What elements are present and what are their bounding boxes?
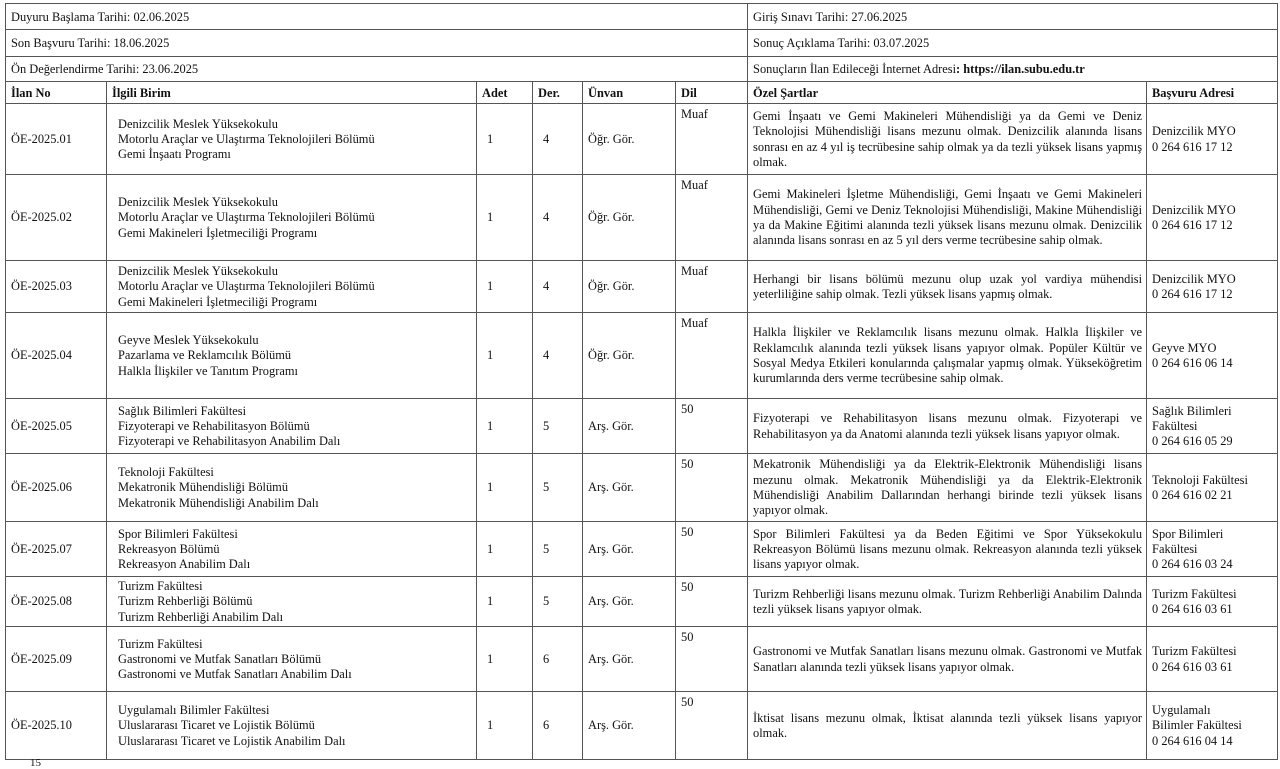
adres-line: Fakültesi [1152,541,1198,556]
der-cell: 6 [533,692,583,760]
ilan-no-cell: ÖE-2025.07 [6,522,107,577]
birim-line: Pazarlama ve Reklamcılık Bölümü [118,348,292,363]
adres-line: Turizm Fakültesi [1152,586,1237,601]
entrance-exam-date: Giriş Sınavı Tarihi: 27.06.2025 [748,4,1278,30]
col-header-der: Der. [533,82,583,104]
adres-cell [1147,175,1278,261]
birim-line: Gastronomi ve Mutfak Sanatları Bölümü [118,651,322,666]
birim-line: Geyve Meslek Yüksekokulu [118,333,259,348]
der-cell: 6 [533,627,583,692]
table-row [6,692,1278,760]
unvan-cell: Arş. Gör. [583,399,676,454]
pre-evaluation-date: Ön Değerlendirme Tarihi: 23.06.2025 [6,57,748,82]
dil-cell: 50 [676,522,748,577]
unvan-cell: Öğr. Gör. [583,261,676,313]
adet-cell: 1 [477,399,533,454]
unvan-cell: Arş. Gör. [583,627,676,692]
adet-cell: 1 [477,104,533,175]
adres-line: 0 264 616 05 29 [1152,434,1233,449]
announcement-start-date: Duyuru Başlama Tarihi: 02.06.2025 [6,4,748,30]
birim-cell [107,261,477,313]
birim-line: Sağlık Bilimleri Fakültesi [118,403,247,418]
table-row [6,313,1278,399]
col-header-ilan-no: İlan No [6,82,107,104]
adet-cell: 1 [477,522,533,577]
adet-cell: 1 [477,261,533,313]
birim-line: Turizm Rehberliği Bölümü [118,594,253,609]
birim-cell [107,692,477,760]
dil-cell: Muaf [676,104,748,175]
table-row [6,104,1278,175]
der-cell: 4 [533,175,583,261]
adres-cell [1147,313,1278,399]
results-website-label: Sonuçların İlan Edileceği İnternet Adresi [753,62,957,76]
adres-line: Fakültesi [1152,418,1198,433]
der-cell: 5 [533,577,583,627]
adres-line: Bilimler Fakültesi [1152,718,1242,733]
ilan-no-cell: ÖE-2025.06 [6,454,107,522]
application-deadline: Son Başvuru Tarihi: 18.06.2025 [6,30,748,57]
birim-line: Motorlu Araçlar ve Ulaştırma Teknolojileri Bölümü [118,210,375,225]
adres-line: 0 264 616 04 14 [1152,733,1233,748]
adres-line: Denizcilik MYO [1152,124,1236,139]
result-announcement-date: Sonuç Açıklama Tarihi: 03.07.2025 [748,30,1278,57]
dil-cell: 50 [676,692,748,760]
birim-line: Uygulamalı Bilimler Fakültesi [118,703,270,718]
adres-line: Spor Bilimleri [1152,526,1224,541]
birim-cell [107,522,477,577]
ilan-no-cell: ÖE-2025.03 [6,261,107,313]
birim-line: Turizm Fakültesi [118,579,203,594]
dil-cell: Muaf [676,261,748,313]
table-row [6,261,1278,313]
column-headers [6,82,1278,104]
col-header-adres: Başvuru Adresi [1147,82,1278,104]
results-website-url: : https://ilan.subu.edu.tr [956,62,1085,76]
dil-cell: 50 [676,399,748,454]
birim-line: Rekreasyon Anabilim Dalı [118,557,251,572]
dil-cell: 50 [676,577,748,627]
ilan-no-cell: ÖE-2025.05 [6,399,107,454]
sartlar-cell: Gemi Makineleri İşletme Mühendisliği, Gemi İnşaatı ve Gemi Makineleri Mühendisliği, Gemi ve Deniz Teknolojisi Mühendisliği, Makine Mühendisliği ya da Makine Eğitimi alanında tezli yüksek lisans mezunu olmak. Denizcilik alanında lisans sonrası en az 5 yıl ders verme tecrübesine sahip olmak. [748,175,1147,261]
sartlar-cell: Spor Bilimleri Fakültesi ya da Beden Eğitimi ve Spor Yüksekokulu Rekreasyon Bölümü lisans mezunu olmak. Rekreasyon alanında tezli yüksek lisans yapıyor olmak. [748,522,1147,577]
birim-cell [107,627,477,692]
unvan-cell: Arş. Gör. [583,454,676,522]
unvan-cell: Öğr. Gör. [583,104,676,175]
birim-line: Gastronomi ve Mutfak Sanatları Anabilim Dalı [118,667,352,682]
birim-line: Gemi Makineleri İşletmeciliği Programı [118,225,318,240]
adres-line: Uygulamalı [1152,703,1211,718]
ilan-no-cell: ÖE-2025.09 [6,627,107,692]
unvan-cell: Arş. Gör. [583,522,676,577]
birim-line: Denizcilik Meslek Yüksekokulu [118,195,278,210]
sartlar-cell: Fizyoterapi ve Rehabilitasyon lisans mezunu olmak. Fizyoterapi ve Rehabilitasyon ya da Anatomi alanında tezli yüksek lisans yapıyor olmak. [748,399,1147,454]
birim-line: Denizcilik Meslek Yüksekokulu [118,116,278,131]
results-website [748,57,1278,82]
birim-line: Denizcilik Meslek Yüksekokulu [118,264,278,279]
ilan-no-cell: ÖE-2025.02 [6,175,107,261]
adres-line: 0 264 616 03 61 [1152,602,1233,616]
ilan-no-cell: ÖE-2025.01 [6,104,107,175]
sartlar-cell: Mekatronik Mühendisliği ya da Elektrik-Elektronik Mühendisliği lisans mezunu olmak. Mekatronik Mühendisliği ya da Elektrik-Elektronik Mühendisliği Anabilim Dallarından herhangi birinde tezli yüksek lisans yapıyor olmak. [748,454,1147,522]
adres-line: Denizcilik MYO [1152,202,1236,217]
birim-cell [107,577,477,627]
birim-cell [107,175,477,261]
sartlar-cell: Herhangi bir lisans bölümü mezunu olup uzak yol vardiya mühendisi yeterliliğine sahip olmak. Tezli yüksek lisans yapmış olmak. [748,261,1147,313]
col-header-birim: İlgili Birim [107,82,477,104]
adres-line: Denizcilik MYO [1152,271,1236,286]
adres-cell [1147,692,1278,760]
sartlar-cell: Gemi İnşaatı ve Gemi Makineleri Mühendisliği ya da Gemi ve Deniz Teknolojisi Mühendisliği lisans mezunu olmak. Denizcilik alanında lisans sonrası en az 4 yıl iş tecrübesine sahip olmak ya da tezli yüksek lisans yapmış olmak. [748,104,1147,175]
announcement-rows [6,104,1278,760]
birim-line: Mekatronik Mühendisliği Bölümü [118,480,289,495]
ilan-no-cell: ÖE-2025.04 [6,313,107,399]
birim-line: Motorlu Araçlar ve Ulaştırma Teknolojileri Bölümü [118,279,375,294]
birim-cell [107,104,477,175]
adres-line: 0 264 616 03 24 [1152,557,1233,572]
table-row [6,175,1278,261]
table-row [6,627,1278,692]
dil-cell: 50 [676,454,748,522]
dil-cell: Muaf [676,175,748,261]
ilan-no-cell: ÖE-2025.08 [6,577,107,627]
unvan-cell: Arş. Gör. [583,692,676,760]
birim-line: Teknoloji Fakültesi [118,465,214,480]
page-number: 15 [30,757,41,769]
birim-line: Mekatronik Mühendisliği Anabilim Dalı [118,495,319,510]
birim-line: Halkla İlişkiler ve Tanıtım Programı [118,363,298,378]
adres-line: 0 264 616 03 61 [1152,659,1233,674]
adet-cell: 1 [477,692,533,760]
birim-line: Fizyoterapi ve Rehabilitasyon Bölümü [118,418,310,433]
adet-cell: 1 [477,454,533,522]
birim-line: Gemi İnşaatı Programı [118,147,231,162]
sartlar-cell: Turizm Rehberliği lisans mezunu olmak. Turizm Rehberliği Anabilim Dalında tezli yüksek lisans yapıyor olmak. [748,577,1147,627]
adet-cell: 1 [477,627,533,692]
adres-cell [1147,627,1278,692]
birim-line: Motorlu Araçlar ve Ulaştırma Teknolojileri Bölümü [118,131,375,146]
der-cell: 4 [533,313,583,399]
adres-line: Turizm Fakültesi [1152,644,1237,659]
adres-line: Teknoloji Fakültesi [1152,472,1248,487]
birim-line: Turizm Fakültesi [118,636,203,651]
adet-cell: 1 [477,577,533,627]
table-row [6,577,1278,627]
adres-line: 0 264 616 17 12 [1152,287,1233,301]
adres-line: Sağlık Bilimleri [1152,403,1232,418]
col-header-unvan: Ünvan [583,82,676,104]
unvan-cell: Öğr. Gör. [583,175,676,261]
adres-cell [1147,104,1278,175]
adres-cell [1147,399,1278,454]
der-cell: 5 [533,399,583,454]
sartlar-cell: İktisat lisans mezunu olmak, İktisat alanında tezli yüksek lisans yapıyor olmak. [748,692,1147,760]
birim-cell [107,313,477,399]
der-cell: 4 [533,261,583,313]
table-row [6,399,1278,454]
birim-line: Rekreasyon Bölümü [118,541,220,556]
dil-cell: 50 [676,627,748,692]
unvan-cell: Öğr. Gör. [583,313,676,399]
der-cell: 5 [533,522,583,577]
adres-line: 0 264 616 17 12 [1152,139,1233,154]
birim-cell [107,454,477,522]
adres-line: Geyve MYO [1152,340,1217,355]
birim-line: Spor Bilimleri Fakültesi [118,526,238,541]
table-row [6,454,1278,522]
birim-line: Gemi Makineleri İşletmeciliği Programı [118,294,318,309]
adres-cell [1147,577,1278,627]
col-header-sartlar: Özel Şartlar [748,82,1147,104]
table-row [6,522,1278,577]
dil-cell: Muaf [676,313,748,399]
adres-cell [1147,522,1278,577]
birim-line: Uluslararası Ticaret ve Lojistik Bölümü [118,718,315,733]
adres-line: 0 264 616 17 12 [1152,218,1233,232]
ilan-no-cell: ÖE-2025.10 [6,692,107,760]
birim-line: Fizyoterapi ve Rehabilitasyon Anabilim Dalı [118,434,341,449]
unvan-cell: Arş. Gör. [583,577,676,627]
der-cell: 4 [533,104,583,175]
sartlar-cell: Gastronomi ve Mutfak Sanatları lisans mezunu olmak. Gastronomi ve Mutfak Sanatları alanında tezli yüksek lisans yapıyor olmak. [748,627,1147,692]
der-cell: 5 [533,454,583,522]
col-header-dil: Dil [676,82,748,104]
adres-cell [1147,454,1278,522]
birim-line: Turizm Rehberliği Anabilim Dalı [118,609,284,624]
announcement-table [5,3,1278,760]
adres-line: 0 264 616 02 21 [1152,488,1233,502]
adres-cell [1147,261,1278,313]
adet-cell: 1 [477,313,533,399]
birim-line: Uluslararası Ticaret ve Lojistik Anabilim Dalı [118,733,346,748]
sartlar-cell: Halkla İlişkiler ve Reklamcılık lisans mezunu olmak. Halkla İlişkiler ve Reklamcılık alanında tezli yüksek lisans yapıyor olmak. Popüler Kültür ve Sosyal Medya Etkileri konularında çalışmalar yapmış olmak. Yükseköğretim kurumlarında ders verme tecrübesine sahip olmak. [748,313,1147,399]
birim-cell [107,399,477,454]
adres-line: 0 264 616 06 14 [1152,356,1233,370]
col-header-adet: Adet [477,82,533,104]
adet-cell: 1 [477,175,533,261]
